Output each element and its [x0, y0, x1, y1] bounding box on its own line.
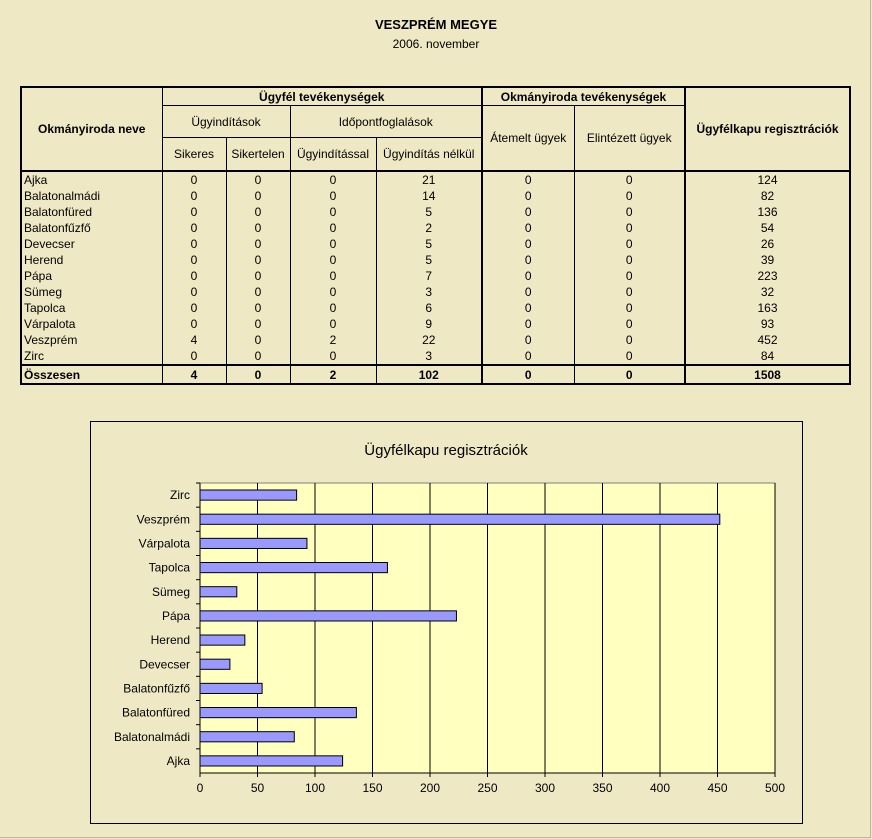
value-cell: 0	[482, 316, 574, 332]
x-tick-label: 400	[649, 781, 671, 795]
office-name-cell: Balatonfüred	[21, 204, 162, 220]
bar	[200, 490, 297, 500]
table-body	[21, 171, 850, 384]
value-cell: 0	[482, 252, 574, 268]
table-row	[21, 268, 850, 284]
category-label: Herend	[150, 633, 190, 648]
value-cell: 0	[162, 220, 226, 236]
value-cell: 39	[685, 252, 850, 268]
value-cell: 163	[685, 300, 850, 316]
value-cell: 22	[376, 332, 482, 348]
page-subtitle: 2006. november	[392, 37, 480, 51]
value-cell: 82	[685, 188, 850, 204]
table-row	[21, 284, 850, 300]
x-tick-label: 500	[764, 781, 786, 795]
office-name-cell: Pápa	[21, 268, 162, 284]
value-cell: 21	[376, 171, 482, 188]
category-label: Tapolca	[148, 560, 190, 575]
value-cell: 3	[376, 348, 482, 365]
value-cell: 0	[226, 348, 290, 365]
table-row	[21, 188, 850, 204]
value-cell: 5	[376, 236, 482, 252]
category-label: Várpalota	[138, 536, 190, 551]
value-cell: 0	[290, 220, 376, 236]
value-cell: 2	[376, 220, 482, 236]
x-tick-label: 0	[196, 781, 204, 795]
bar	[200, 635, 245, 645]
value-cell: 14	[376, 188, 482, 204]
value-cell: 0	[574, 268, 685, 284]
value-cell: 0	[482, 332, 574, 348]
table-row	[21, 316, 850, 332]
x-tick-label: 50	[250, 781, 265, 795]
value-cell: 0	[290, 204, 376, 220]
category-label: Ajka	[166, 753, 190, 768]
value-cell: 5	[376, 252, 482, 268]
bar	[200, 611, 456, 621]
value-cell: 0	[482, 188, 574, 204]
value-cell: 0	[162, 284, 226, 300]
col-successful: Sikeres	[162, 138, 226, 172]
bar	[200, 683, 262, 693]
value-cell: 0	[482, 348, 574, 365]
x-tick-label: 150	[362, 781, 383, 795]
value-cell: 7	[376, 268, 482, 284]
value-cell: 0	[162, 188, 226, 204]
group-office-activities: Okmányiroda tevékenységek	[482, 87, 685, 106]
value-cell: 0	[226, 252, 290, 268]
value-cell: 0	[482, 220, 574, 236]
value-cell: 2	[290, 365, 376, 384]
value-cell: 0	[290, 300, 376, 316]
value-cell: 26	[685, 236, 850, 252]
col-office-name: Okmányiroda neve	[21, 87, 162, 171]
value-cell: 0	[290, 188, 376, 204]
value-cell: 0	[574, 236, 685, 252]
value-cell: 0	[574, 332, 685, 348]
bar	[200, 563, 387, 573]
value-cell: 0	[290, 268, 376, 284]
value-cell: 452	[685, 332, 850, 348]
value-cell: 0	[226, 300, 290, 316]
category-label: Balatonfűzfő	[123, 681, 190, 696]
office-name-cell: Veszprém	[21, 332, 162, 348]
x-tick-label: 200	[419, 781, 441, 795]
office-name-cell: Devecser	[21, 236, 162, 252]
value-cell: 0	[482, 236, 574, 252]
value-cell: 9	[376, 316, 482, 332]
value-cell: 0	[290, 171, 376, 188]
bar	[200, 659, 230, 669]
value-cell: 0	[226, 171, 290, 188]
value-cell: 0	[574, 284, 685, 300]
value-cell: 0	[574, 365, 685, 384]
value-cell: 0	[226, 365, 290, 384]
x-tick-label: 300	[534, 781, 556, 795]
col-registrations: Ügyfélkapu regisztrációk	[685, 87, 850, 171]
statistics-table	[20, 86, 851, 385]
value-cell: 5	[376, 204, 482, 220]
value-cell: 3	[376, 284, 482, 300]
value-cell: 0	[226, 188, 290, 204]
value-cell: 0	[290, 316, 376, 332]
office-name-cell: Ajka	[21, 171, 162, 188]
office-name-cell: Balatonfűzfő	[21, 220, 162, 236]
x-tick-label: 250	[477, 781, 498, 795]
value-cell: 0	[574, 220, 685, 236]
value-cell: 0	[226, 236, 290, 252]
table-row	[21, 220, 850, 236]
value-cell: 54	[685, 220, 850, 236]
bar	[200, 756, 343, 766]
col-completed: Elintézett ügyek	[574, 106, 685, 172]
col-without-initiation: Ügyindítás nélkül	[376, 138, 482, 172]
office-name-cell: Sümeg	[21, 284, 162, 300]
value-cell: 0	[162, 348, 226, 365]
category-label: Pápa	[161, 608, 190, 623]
value-cell: 0	[162, 204, 226, 220]
value-cell: 0	[162, 171, 226, 188]
category-label: Balatonalmádi	[113, 729, 190, 744]
group-client-activities: Ügyfél tevékenységek	[162, 87, 482, 106]
value-cell: 0	[162, 316, 226, 332]
office-name-cell: Összesen	[21, 365, 162, 384]
value-cell: 0	[162, 268, 226, 284]
bar	[200, 538, 307, 548]
value-cell: 0	[226, 204, 290, 220]
table-row	[21, 204, 850, 220]
col-transferred: Átemelt ügyek	[482, 106, 574, 172]
x-tick-label: 350	[592, 781, 613, 795]
value-cell: 1508	[685, 365, 850, 384]
value-cell: 0	[162, 236, 226, 252]
value-cell: 0	[574, 252, 685, 268]
col-with-initiation: Ügyindítással	[290, 138, 376, 172]
table-row	[21, 332, 850, 348]
value-cell: 0	[482, 300, 574, 316]
value-cell: 102	[376, 365, 482, 384]
value-cell: 0	[226, 332, 290, 348]
value-cell: 0	[226, 284, 290, 300]
value-cell: 2	[290, 332, 376, 348]
value-cell: 0	[226, 268, 290, 284]
office-name-cell: Zirc	[21, 348, 162, 365]
value-cell: 0	[226, 316, 290, 332]
bar	[200, 708, 356, 718]
office-name-cell: Herend	[21, 252, 162, 268]
value-cell: 0	[482, 268, 574, 284]
bar	[200, 732, 294, 742]
value-cell: 0	[162, 252, 226, 268]
value-cell: 0	[290, 252, 376, 268]
office-name-cell: Tapolca	[21, 300, 162, 316]
col-unsuccessful: Sikertelen	[226, 138, 290, 172]
office-name-cell: Balatonalmádi	[21, 188, 162, 204]
registrations-chart	[90, 421, 803, 824]
table-row	[21, 171, 850, 188]
table-row	[21, 300, 850, 316]
value-cell: 0	[482, 284, 574, 300]
value-cell: 136	[685, 204, 850, 220]
value-cell: 223	[685, 268, 850, 284]
value-cell: 32	[685, 284, 850, 300]
value-cell: 4	[162, 332, 226, 348]
chart-svg	[91, 422, 802, 823]
value-cell: 6	[376, 300, 482, 316]
table-row	[21, 236, 850, 252]
value-cell: 93	[685, 316, 850, 332]
value-cell: 0	[574, 204, 685, 220]
table-row	[21, 365, 850, 384]
value-cell: 0	[574, 348, 685, 365]
page-title: VESZPRÉM MEGYE	[374, 17, 498, 32]
value-cell: 4	[162, 365, 226, 384]
value-cell: 0	[290, 236, 376, 252]
category-label: Balatonfüred	[121, 705, 190, 720]
value-cell: 0	[162, 300, 226, 316]
chart-title: Ügyfélkapu regisztrációk	[364, 442, 528, 459]
x-tick-label: 450	[707, 781, 728, 795]
category-label: Sümeg	[151, 584, 190, 599]
bar	[200, 514, 720, 524]
value-cell: 0	[482, 204, 574, 220]
value-cell: 84	[685, 348, 850, 365]
value-cell: 0	[482, 171, 574, 188]
sub-appointments: Időpontfoglalások	[290, 106, 482, 138]
value-cell: 0	[574, 171, 685, 188]
value-cell: 0	[482, 365, 574, 384]
table-row	[21, 348, 850, 365]
value-cell: 0	[574, 300, 685, 316]
value-cell: 0	[574, 188, 685, 204]
value-cell: 0	[290, 348, 376, 365]
category-label: Veszprém	[136, 512, 190, 527]
value-cell: 0	[226, 220, 290, 236]
value-cell: 0	[290, 284, 376, 300]
value-cell: 124	[685, 171, 850, 188]
category-label: Devecser	[139, 657, 190, 672]
value-cell: 0	[574, 316, 685, 332]
office-name-cell: Várpalota	[21, 316, 162, 332]
x-tick-label: 100	[304, 781, 326, 795]
bar	[200, 587, 237, 597]
sub-initiations: Ügyindítások	[162, 106, 290, 138]
category-label: Zirc	[170, 488, 190, 503]
table-row	[21, 252, 850, 268]
